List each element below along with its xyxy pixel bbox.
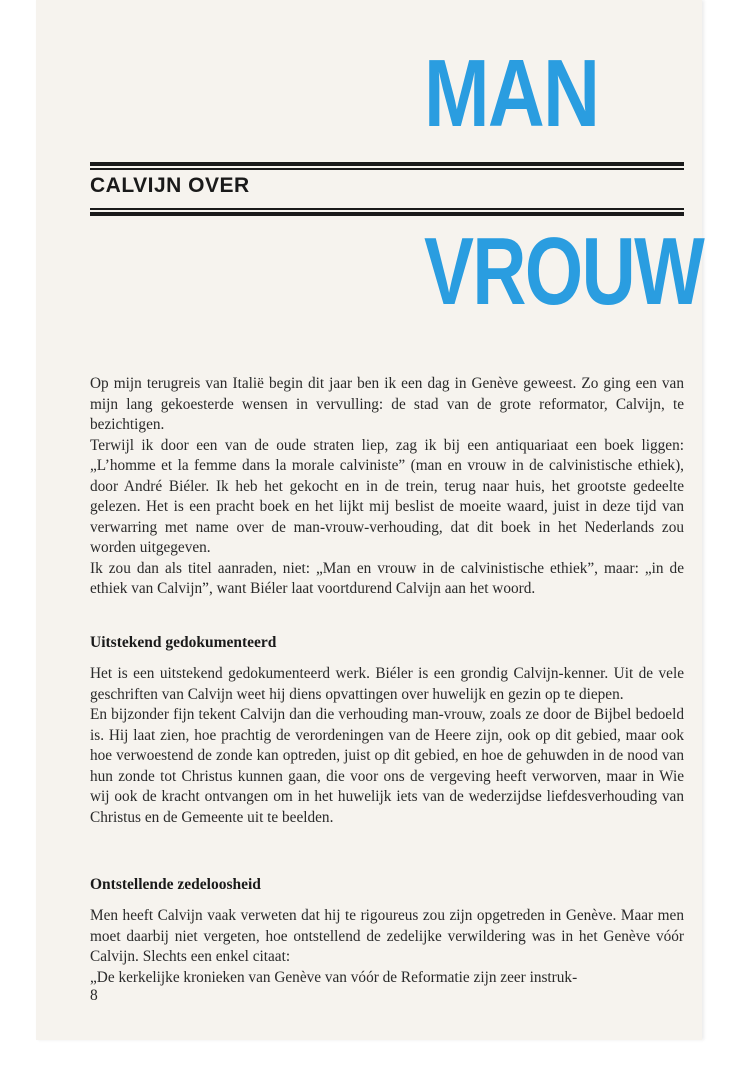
header-kicker: CALVIJN OVER [90, 174, 250, 197]
section2-text [90, 906, 684, 988]
header-rule-top-thin [90, 168, 684, 170]
section-heading-immorality: Ontstellende zedeloosheid [90, 876, 261, 893]
intro-paragraph-2: Terwijl ik door een van de oude straten liep, zag ik bij een antiquariaat een boek liggen: „L’homme et la femme dans la morale calviniste” (man en vrouw in de calvinistische ethiek), door André Biéler. Ik heb het gekocht en in de trein, terug naar huis, het grootste gedeelte gelezen. Het is een pracht boek en het lijkt mij beslist de moeite waard, juist in deze tijd van verwarring met name over de man-vrouw-verhouding, dat dit boek in het Nederlands zou worden uitgegeven. [90, 436, 684, 556]
section1-paragraph-1: Het is een uitstekend gedokumenteerd werk. Biéler is een grondig Calvijn-kenner. Uit de vele geschriften van Calvijn weet hij diens opvattingen over huwelijk en gezin op te diepen. [90, 665, 684, 703]
header-rule-bottom-thin [90, 208, 684, 210]
page-number: 8 [90, 987, 98, 1004]
title-word-man: MAN [424, 40, 599, 147]
header-rule-bottom [90, 212, 684, 216]
section2-paragraph-2: „De kerkelijke kronieken van Genève van vóór de Reformatie zijn zeer instruk- [90, 968, 578, 986]
section1-text [90, 664, 684, 828]
intro-paragraph-1: Op mijn terugreis van Italië begin dit jaar ben ik een dag in Genève geweest. Zo ging een van mijn lang gekoesterde wensen in vervulling: de stad van de grote reformator, Calvijn, te bezichtigen. [90, 375, 684, 433]
section-heading-documented: Uitstekend gedokumenteerd [90, 634, 277, 651]
header-rule-top [90, 162, 684, 166]
intro-paragraph-3: Ik zou dan als titel aanraden, niet: „Man en vrouw in de calvinistische ethiek”, maar: „in de ethiek van Calvijn”, want Biéler laat voortdurend Calvijn aan het woord. [90, 559, 684, 597]
title-word-vrouw: VROUW [424, 218, 704, 325]
intro-text [90, 374, 684, 600]
section1-paragraph-2: En bijzonder fijn tekent Calvijn dan die verhouding man-vrouw, zoals ze door de Bijbel bedoeld is. Hij laat zien, hoe prachtig de verordeningen van de Heere zijn, ook op dit gebied, maar ook hoe verwoestend de zonde kan optreden, juist op dit gebied, en hoe de gehuwden in de nood van hun zonde tot Christus kunnen gaan, die voor ons de vergeving heeft verworven, maar in Wie wij ook de kracht ontvangen om in het huwelijk iets van de wederzijdse liefdesverhouding van Christus en de Gemeente uit te beelden. [90, 706, 684, 826]
section2-paragraph-1: Men heeft Calvijn vaak verweten dat hij te rigoureus zou zijn opgetreden in Genève. Maar men moet daarbij niet vergeten, hoe ontstellend de zedelijke verwildering was in het Genève vóór Calvijn. Slechts een enkel citaat: [90, 907, 684, 965]
